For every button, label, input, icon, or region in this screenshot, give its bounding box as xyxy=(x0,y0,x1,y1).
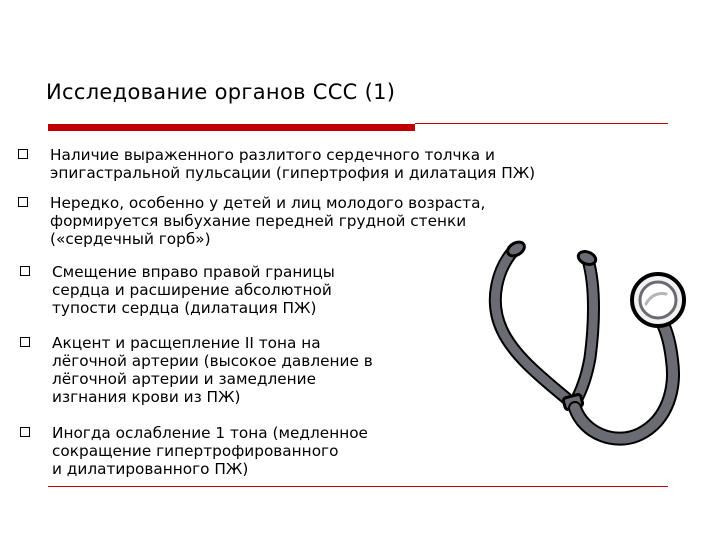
bullet-item-4 xyxy=(52,334,373,406)
bullet-line: сокращение гипертрофированного xyxy=(52,442,339,460)
bullet-item-2 xyxy=(50,194,485,248)
slide-title: Исследование органов ССС (1) xyxy=(46,80,396,104)
bullet-line: и дилатированного ПЖ) xyxy=(52,460,249,478)
footer-divider xyxy=(48,486,668,487)
bullet-line: Наличие выраженного разлитого сердечного толчка и xyxy=(50,146,495,164)
bullet-line: Акцент и расщепление II тона на xyxy=(52,334,321,352)
square-bullet-icon xyxy=(18,197,28,207)
square-bullet-icon xyxy=(20,427,30,437)
bullet-line: сердца и расширение абсолютной xyxy=(52,281,332,299)
title-underline xyxy=(415,123,668,124)
bullet-line: изгнания крови из ПЖ) xyxy=(52,388,241,406)
bullet-line: тупости сердца (дилатация ПЖ) xyxy=(52,299,317,317)
bullet-line: формируется выбухание передней грудной стенки xyxy=(50,212,467,230)
bullet-line: («сердечный горб») xyxy=(50,230,211,248)
stethoscope-icon xyxy=(480,238,690,458)
bullet-line: лёгочной артерии (высокое давление в xyxy=(52,352,373,370)
bullet-item-3 xyxy=(52,263,335,317)
bullet-line: эпигастральной пульсации (гипертрофия и дилатация ПЖ) xyxy=(50,164,536,182)
bullet-line: Иногда ослабление 1 тона (медленное xyxy=(52,424,368,442)
square-bullet-icon xyxy=(20,266,30,276)
bullet-line: Смещение вправо правой границы xyxy=(52,263,335,281)
square-bullet-icon xyxy=(18,149,28,159)
square-bullet-icon xyxy=(20,337,30,347)
bullet-line: Нередко, особенно у детей и лиц молодого возраста, xyxy=(50,194,486,212)
bullet-line: лёгочной артерии и замедление xyxy=(52,370,317,388)
title-accent-bar xyxy=(48,124,415,131)
bullet-item-5 xyxy=(52,424,368,478)
bullet-item-1 xyxy=(50,146,535,182)
